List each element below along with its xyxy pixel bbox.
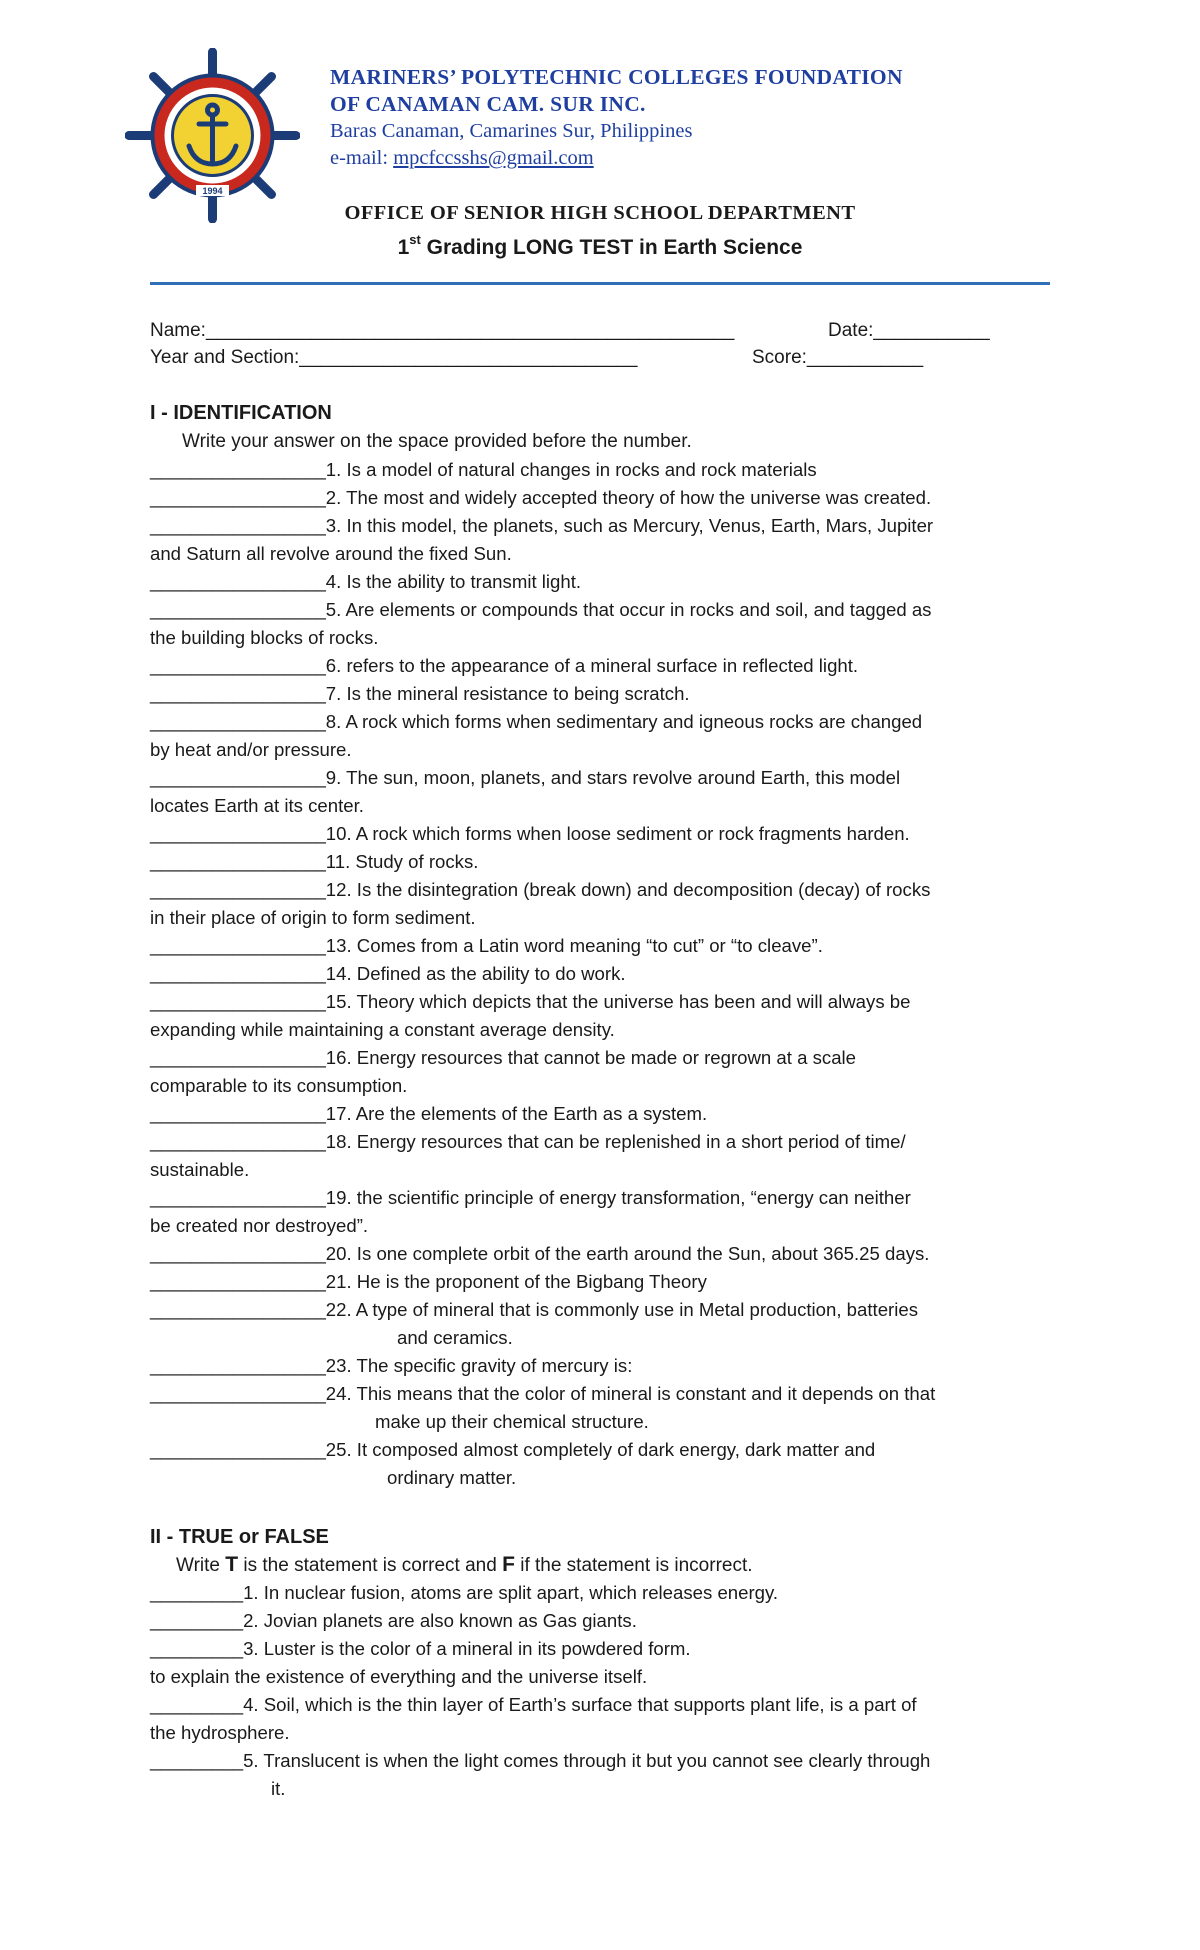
- exam-ordinal-sup: st: [409, 232, 421, 247]
- item-line[interactable]: _________________25. It composed almost completely of dark energy, dark matter and: [150, 1439, 876, 1460]
- school-address: Baras Canaman, Camarines Sur, Philippines: [330, 120, 693, 142]
- header-divider: [150, 282, 1050, 285]
- item-line[interactable]: _________________12. Is the disintegration (break down) and decomposition (decay) of rocks: [150, 879, 931, 900]
- name-field[interactable]: Name:__________________________________________________: [150, 320, 735, 341]
- section-2-instruction: [176, 1552, 753, 1579]
- item-line-continuation: expanding while maintaining a constant average density.: [150, 1019, 615, 1040]
- instruction-text: if the statement is incorrect.: [514, 1555, 753, 1576]
- item-line[interactable]: _________________4. Is the ability to transmit light.: [150, 571, 582, 592]
- score-field[interactable]: Score:___________: [752, 347, 924, 368]
- tf-item-line[interactable]: _________4. Soil, which is the thin layer of Earth’s surface that supports plant life, is a part of: [150, 1694, 917, 1715]
- item-line[interactable]: _________________24. This means that the color of mineral is constant and it depends on that: [150, 1383, 936, 1404]
- tf-item-line[interactable]: _________3. Luster is the color of a mineral in its powdered form.: [150, 1638, 691, 1659]
- email-label: e-mail:: [330, 147, 394, 169]
- item-line-continuation: ordinary matter.: [387, 1467, 517, 1488]
- item-line-continuation: by heat and/or pressure.: [150, 739, 352, 760]
- email-link[interactable]: mpcfccsshs@gmail.com: [393, 147, 594, 169]
- tf-stray-line: to explain the existence of everything and the universe itself.: [150, 1666, 648, 1687]
- item-line-continuation: in their place of origin to form sediment.: [150, 907, 476, 928]
- school-email-line: [330, 145, 1050, 172]
- item-line[interactable]: _________________20. Is one complete orbit of the earth around the Sun, about 365.25 days.: [150, 1243, 930, 1264]
- item-line[interactable]: _________________2. The most and widely accepted theory of how the universe was created.: [150, 487, 932, 508]
- tf-item-line[interactable]: _________2. Jovian planets are also known as Gas giants.: [150, 1610, 637, 1631]
- item-line[interactable]: _________________7. Is the mineral resistance to being scratch.: [150, 683, 690, 704]
- date-field[interactable]: Date:___________: [828, 320, 990, 341]
- ship-wheel-anchor-logo-icon: [125, 48, 300, 223]
- section-1-title: I - IDENTIFICATION: [150, 402, 332, 424]
- school-header: [330, 64, 1050, 172]
- item-line[interactable]: _________________5. Are elements or compounds that occur in rocks and soil, and tagged as: [150, 599, 932, 620]
- item-line[interactable]: _________________10. A rock which forms when loose sediment or rock fragments harden.: [150, 823, 910, 844]
- school-name-line1: MARINERS’ POLYTECHNIC COLLEGES FOUNDATION: [330, 65, 903, 89]
- year-section-field[interactable]: Year and Section:________________________________: [150, 347, 638, 368]
- exam-title: [0, 228, 1200, 262]
- item-line[interactable]: _________________8. A rock which forms when sedimentary and igneous rocks are changed: [150, 711, 923, 732]
- item-line[interactable]: _________________22. A type of mineral that is commonly use in Metal production, batteries: [150, 1299, 918, 1320]
- item-line[interactable]: _________________11. Study of rocks.: [150, 851, 479, 872]
- item-line[interactable]: _________________9. The sun, moon, planets, and stars revolve around Earth, this model: [150, 767, 901, 788]
- item-line[interactable]: _________________17. Are the elements of the Earth as a system.: [150, 1103, 708, 1124]
- tf-item-line-continuation: the hydrosphere.: [150, 1722, 290, 1743]
- section-1-instruction: Write your answer on the space provided before the number.: [182, 431, 692, 452]
- instruction-text: Write: [176, 1555, 226, 1576]
- item-line[interactable]: _________________6. refers to the appearance of a mineral surface in reflected light.: [150, 655, 859, 676]
- tf-item-line-continuation: it.: [271, 1778, 286, 1799]
- section-2-title: II - TRUE or FALSE: [150, 1526, 329, 1548]
- item-line[interactable]: _________________13. Comes from a Latin word meaning “to cut” or “to cleave”.: [150, 935, 823, 956]
- item-line-continuation: locates Earth at its center.: [150, 795, 364, 816]
- item-line-continuation: and Saturn all revolve around the fixed Sun.: [150, 543, 512, 564]
- item-line-continuation: and ceramics.: [397, 1327, 513, 1348]
- exam-title-rest: Grading LONG TEST in Earth Science: [420, 236, 803, 259]
- tf-item-line[interactable]: _________5. Translucent is when the light comes through it but you cannot see clearly through: [150, 1750, 931, 1771]
- instruction-false-letter: F: [502, 1553, 515, 1576]
- logo-year: 1994: [202, 186, 223, 196]
- tf-item-line[interactable]: _________1. In nuclear fusion, atoms are split apart, which releases energy.: [150, 1582, 779, 1603]
- item-line[interactable]: _________________16. Energy resources that cannot be made or regrown at a scale: [150, 1047, 857, 1068]
- item-line-continuation: sustainable.: [150, 1159, 250, 1180]
- instruction-true-letter: T: [225, 1553, 239, 1576]
- item-line-continuation: the building blocks of rocks.: [150, 627, 379, 648]
- item-line[interactable]: _________________15. Theory which depicts that the universe has been and will always be: [150, 991, 911, 1012]
- item-line-continuation: be created nor destroyed”.: [150, 1215, 369, 1236]
- item-line[interactable]: _________________19. the scientific principle of energy transformation, “energy can neither: [150, 1187, 911, 1208]
- item-line[interactable]: _________________3. In this model, the planets, such as Mercury, Venus, Earth, Mars, Jupiter: [150, 515, 934, 536]
- item-line[interactable]: _________________23. The specific gravity of mercury is:: [150, 1355, 633, 1376]
- item-line[interactable]: _________________14. Defined as the ability to do work.: [150, 963, 626, 984]
- exam-ordinal: 1: [397, 236, 410, 259]
- item-line[interactable]: _________________1. Is a model of natural changes in rocks and rock materials: [150, 459, 817, 480]
- office-title: OFFICE OF SENIOR HIGH SCHOOL DEPARTMENT: [344, 202, 856, 224]
- item-line-continuation: comparable to its consumption.: [150, 1075, 408, 1096]
- item-line-continuation: make up their chemical structure.: [375, 1411, 649, 1432]
- item-line[interactable]: _________________21. He is the proponent of the Bigbang Theory: [150, 1271, 707, 1292]
- instruction-text: is the statement is correct and: [238, 1555, 503, 1576]
- school-name-line2: OF CANAMAN CAM. SUR INC.: [330, 92, 646, 116]
- item-line[interactable]: _________________18. Energy resources that can be replenished in a short period of time/: [150, 1131, 906, 1152]
